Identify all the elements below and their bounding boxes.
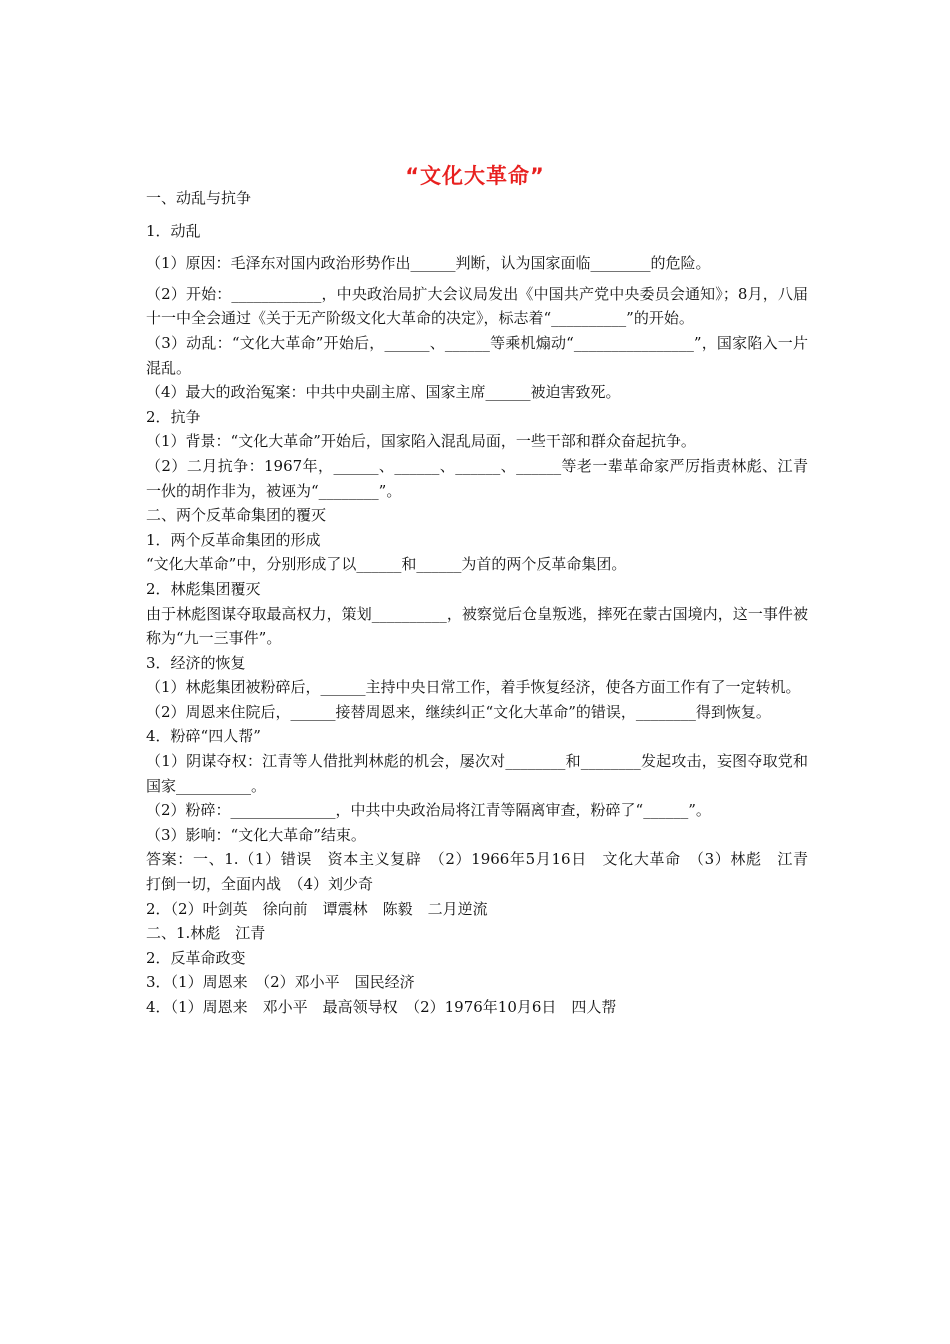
question-february: （2）二月抗争：1967年，______、______、______、______等老一辈革命家严厉指责林彪、江青一伙的胡作非为，被诬为“________”。 xyxy=(146,456,808,500)
question-start: （2）开始：____________，中央政治局扩大会议局发出《中国共产党中央委员会通知》；8月，八届十一中全会通过《关于无产阶级文化大革命的决定》，标志着“__________”的开始。 xyxy=(146,284,808,328)
subheading-formation: 1．两个反革命集团的形成 xyxy=(146,530,321,549)
section-heading-2: 二、两个反革命集团的覆灭 xyxy=(146,506,327,525)
answer-line-6: 4．（1）周恩来 邓小平 最高领导权 （2）1976年10月6日 四人帮 xyxy=(146,998,617,1016)
question-chaos: （3）动乱：“文化大革命”开始后，______、______等乘机煽动“________________”，国家陷入一片混乱。 xyxy=(146,333,808,377)
question-formation: “文化大革命”中，分别形成了以______和______为首的两个反革命集团。 xyxy=(146,555,627,574)
answer-line-1: 答案：一、1.（1）错误 资本主义复辟 （2）1966年5月16日 文化大革命 （3）林彪 江青 打倒一切，全面内战 （4）刘少奇 xyxy=(146,850,824,894)
subheading-unrest: 1．动乱 xyxy=(146,221,201,240)
answer-line-5: 3．（1）周恩来 （2）邓小平 国民经济 xyxy=(146,973,415,992)
subheading-economy: 3．经济的恢复 xyxy=(146,653,246,672)
question-economy-2: （2）周恩来住院后，______接替周恩来，继续纠正“文化大革命”的错误，________得到恢复。 xyxy=(146,702,771,721)
answer-line-2: 2．（2）叶剑英 徐向前 谭震林 陈毅 二月逆流 xyxy=(146,899,488,918)
question-smash: （2）粉碎：______________，中共中央政治局将江青等隔离审查，粉碎了“______”。 xyxy=(146,801,711,820)
answer-line-3: 二、1.林彪 江青 xyxy=(146,924,266,943)
subheading-gang-of-four: 4．粉碎“四人帮” xyxy=(146,727,261,746)
question-cause: （1）原因：毛泽东对国内政治形势作出______判断，认为国家面临________的危险。 xyxy=(146,254,711,273)
subheading-struggle: 2．抗争 xyxy=(146,407,201,426)
subheading-linbiao: 2．林彪集团覆灭 xyxy=(146,579,261,598)
question-injustice: （4）最大的政治冤案：中共中央副主席、国家主席______被迫害致死。 xyxy=(146,383,621,402)
question-impact: （3）影响：“文化大革命”结束。 xyxy=(146,825,366,844)
answer-line-4: 2．反革命政变 xyxy=(146,948,246,967)
question-economy-1: （1）林彪集团被粉碎后，______主持中央日常工作，着手恢复经济，使各方面工作有了一定转机。 xyxy=(146,678,801,697)
document-title: “文化大革命” xyxy=(405,164,545,188)
document-body xyxy=(146,186,824,1020)
question-conspiracy: （1）阴谋夺权：江青等人借批判林彪的机会，屡次对________和________发起攻击，妄图夺取党和国家__________。 xyxy=(146,752,808,795)
question-background: （1）背景：“文化大革命”开始后，国家陷入混乱局面，一些干部和群众奋起抗争。 xyxy=(146,432,696,451)
section-heading-1: 一、动乱与抗争 xyxy=(146,189,252,207)
question-linbiao: 由于林彪图谋夺取最高权力，策划__________，被察觉后仓皇叛逃，摔死在蒙古国境内，这一事件被称为“九一三事件”。 xyxy=(146,604,808,648)
